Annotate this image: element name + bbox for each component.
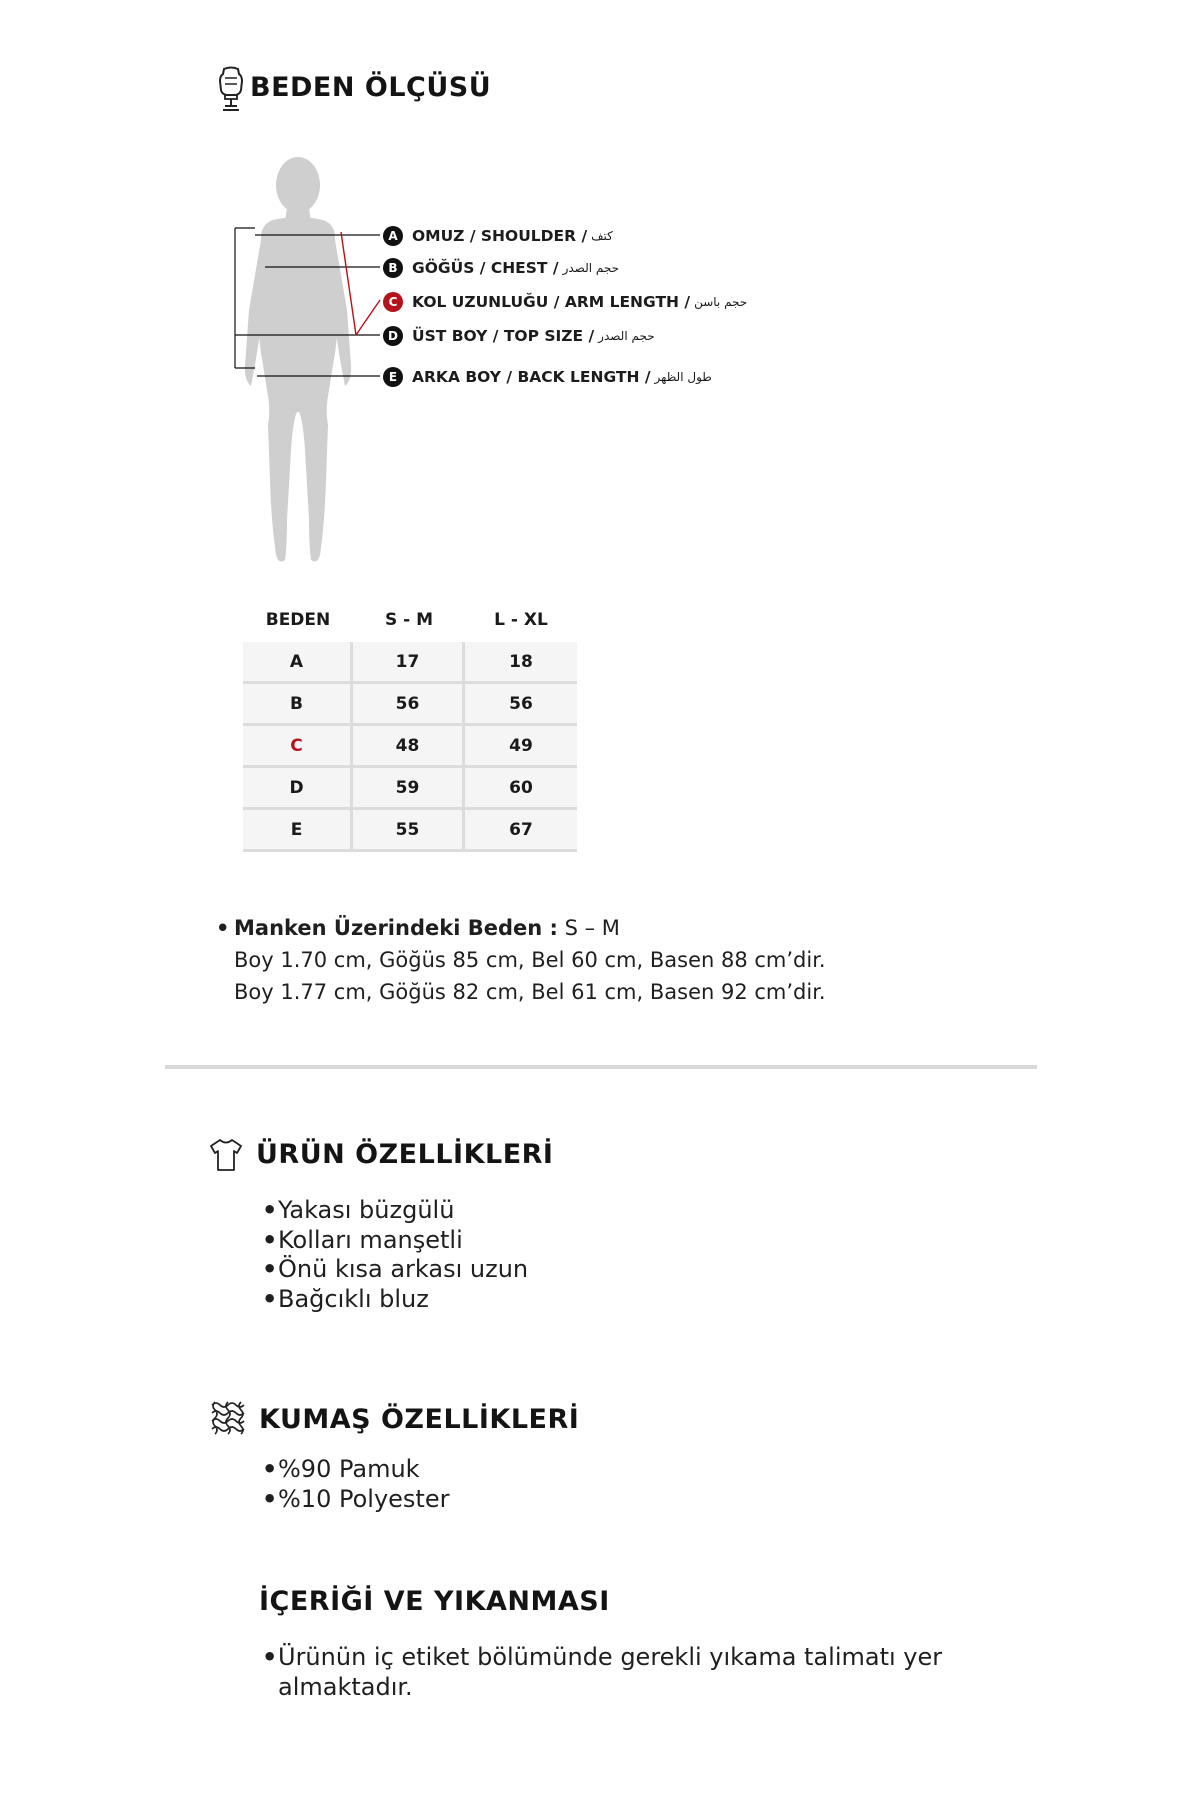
measurement-badge: B	[383, 258, 403, 278]
measurement-badge: D	[383, 326, 403, 346]
measurement-label: KOL UZUNLUĞU / ARM LENGTH /	[412, 293, 691, 311]
header-l-xl: L - XL	[494, 610, 548, 630]
table-row	[243, 726, 577, 768]
table-row	[243, 768, 577, 810]
fabric-features-title: KUMAŞ ÖZELLİKLERİ	[259, 1404, 580, 1435]
measurement-badge: C	[383, 292, 403, 312]
list-item: almaktadır.	[278, 1672, 413, 1701]
header-size: BEDEN	[265, 610, 331, 630]
table-cell: B	[243, 684, 353, 726]
table-cell: 17	[353, 642, 465, 684]
measurement-label: ARKA BOY / BACK LENGTH /	[412, 368, 651, 386]
measurement-row-a	[383, 226, 613, 246]
care-list	[262, 1643, 942, 1702]
list-item: •Bağcıklı bluz	[262, 1284, 429, 1313]
bullet: •	[216, 916, 230, 940]
table-cell: 55	[353, 810, 465, 852]
care-title: İÇERİĞİ VE YIKANMASI	[259, 1586, 610, 1617]
measurement-row-b	[383, 258, 619, 278]
section-divider	[165, 1065, 1037, 1069]
measurement-badge: A	[383, 226, 403, 246]
table-cell: C	[243, 726, 353, 768]
table-cell: D	[243, 768, 353, 810]
measurement-row-c	[383, 292, 747, 312]
table-row	[243, 810, 577, 852]
measurement-label-arabic: حجم الصدر	[598, 329, 655, 343]
measurement-row-d	[383, 326, 655, 346]
tshirt-icon	[208, 1137, 244, 1173]
measurement-label-arabic: طول الظهر	[654, 370, 712, 384]
model-measurements-2: Boy 1.77 cm, Göğüs 82 cm, Bel 61 cm, Basen 92 cm’dir.	[234, 980, 826, 1004]
model-measurements-1: Boy 1.70 cm, Göğüs 85 cm, Bel 60 cm, Basen 88 cm’dir.	[234, 948, 826, 972]
fabric-weave-icon	[209, 1399, 247, 1437]
header-s-m: S - M	[384, 610, 434, 630]
mannequin-icon	[216, 66, 246, 112]
table-cell: 59	[353, 768, 465, 810]
model-size-value: S – M	[564, 916, 620, 940]
product-features-title: ÜRÜN ÖZELLİKLERİ	[256, 1139, 554, 1170]
measurement-badge: E	[383, 367, 403, 387]
measurement-row-e	[383, 367, 712, 387]
table-cell: 60	[465, 768, 577, 810]
measurement-label: GÖĞÜS / CHEST /	[412, 259, 559, 277]
measurement-label-arabic: كتف	[591, 229, 613, 243]
list-item: •%90 Pamuk	[262, 1455, 420, 1483]
size-table-header	[243, 598, 577, 642]
table-cell: 18	[465, 642, 577, 684]
table-cell: 56	[353, 684, 465, 726]
list-item: •Önü kısa arkası uzun	[262, 1255, 529, 1283]
table-row	[243, 642, 577, 684]
measurement-label-arabic: حجم الصدر	[562, 261, 620, 275]
table-cell: 56	[465, 684, 577, 726]
table-cell: E	[243, 810, 353, 852]
model-size-label: Manken Üzerindeki Beden :	[234, 916, 558, 940]
size-chart-title: BEDEN ÖLÇÜSÜ	[250, 72, 492, 103]
table-cell: A	[243, 642, 353, 684]
table-cell: 67	[465, 810, 577, 852]
body-silhouette	[225, 150, 765, 570]
size-table	[243, 598, 577, 852]
measurement-label: OMUZ / SHOULDER /	[412, 227, 588, 245]
list-item: •Yakası büzgülü	[262, 1196, 455, 1224]
fabric-features-list	[262, 1455, 449, 1514]
list-item: •Ürünün iç etiket bölümünde gerekli yıkama talimatı yer	[262, 1643, 943, 1671]
measurement-label-arabic: حجم باسن	[694, 295, 748, 309]
list-item: •Kolları manşetli	[262, 1225, 463, 1254]
model-info	[216, 912, 826, 1008]
table-cell: 49	[465, 726, 577, 768]
measurement-label: ÜST BOY / TOP SIZE /	[412, 327, 595, 345]
list-item: •%10 Polyester	[262, 1484, 450, 1513]
product-features-list	[262, 1196, 528, 1314]
table-row	[243, 684, 577, 726]
table-cell: 48	[353, 726, 465, 768]
body-measurement-diagram	[225, 150, 765, 570]
